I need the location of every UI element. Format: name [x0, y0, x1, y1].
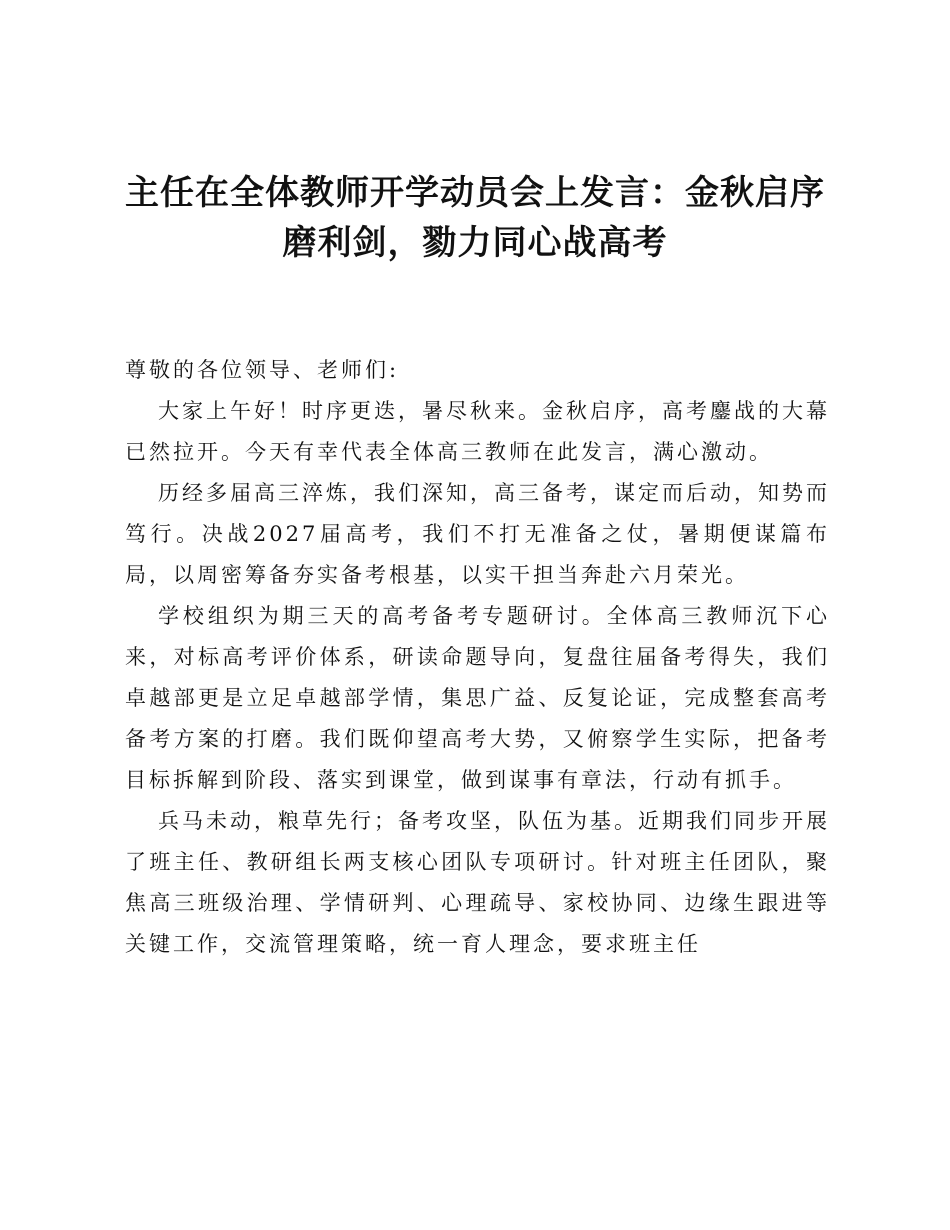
paragraph-seminar: 学校组织为期三天的高考备考专题研讨。全体高三教师沉下心来，对标高考评价体系，研读命题导向，复盘往届备考得失，我们卓越部更是立足卓越部学情，集思广益、反复论证，完成整套高考备考方案的打磨。我们既仰望高考大势，又俯察学生实际，把备考目标拆解到阶段、落实到课堂，做到谋事有章法，行动有抓手。 — [125, 604, 830, 792]
paragraph-greeting: 大家上午好！时序更迭，暑尽秋来。金秋启序，高考鏖战的大幕已然拉开。今天有幸代表全体高三教师在此发言，满心激动。 — [125, 399, 830, 464]
paragraph-team: 兵马未动，粮草先行；备考攻坚，队伍为基。近期我们同步开展了班主任、教研组长两支核心团队专项研讨。针对班主任团队，聚焦高三班级治理、学情研判、心理疏导、家校协同、边缘生跟进等关键工作，交流管理策略，统一育人理念，要求班主任 — [125, 809, 830, 956]
document-title-line-2: 磨利剑，勠力同心战高考 — [282, 223, 668, 263]
document-title-line-1: 主任在全体教师开学动员会上发言：金秋启序 — [125, 173, 825, 213]
paragraph-experience: 历经多届高三淬炼，我们深知，高三备考，谋定而后动，知势而笃行。决战2027届高考，我们不打无准备之仗，暑期便谋篇布局，以周密筹备夯实备考根基，以实干担当奔赴六月荣光。 — [125, 481, 830, 587]
salutation: 尊敬的各位领导、老师们: — [125, 358, 400, 382]
document-body — [125, 350, 830, 965]
document-title — [100, 168, 850, 268]
